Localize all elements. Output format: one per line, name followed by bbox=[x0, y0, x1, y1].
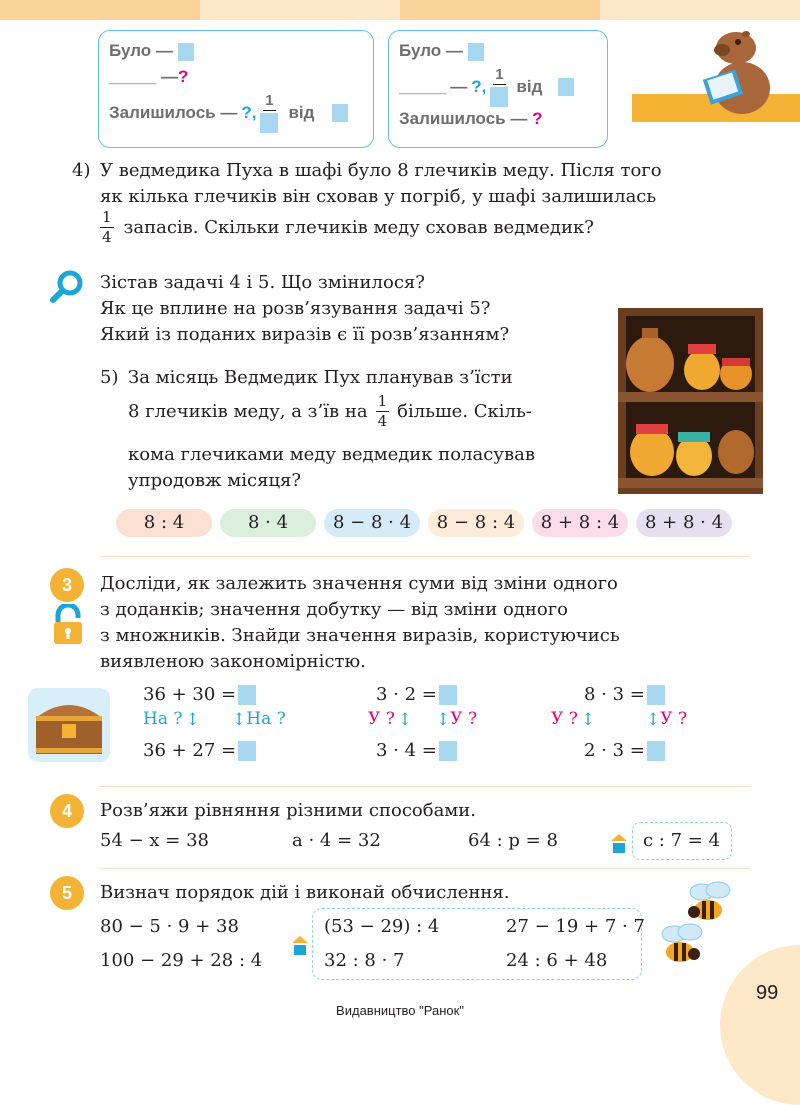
option-pill[interactable]: 8 + 8 · 4 bbox=[636, 509, 732, 537]
arrow-label: У ? ↕ bbox=[368, 709, 413, 730]
box-right-line2: _____ — ?, 1 від bbox=[399, 67, 574, 107]
equation: c : 7 = 4 bbox=[643, 830, 721, 851]
problem-4-line2: як кілька глечиків він сховав у погріб, у шафі залишилась bbox=[100, 186, 657, 207]
expression: 36 + 27 = bbox=[143, 740, 256, 761]
box-left-line2: _____ —? bbox=[109, 67, 189, 86]
task-5-instruction: Визнач порядок дій і виконай обчислення. bbox=[100, 882, 510, 903]
task-3-line4: виявленою закономірністю. bbox=[100, 651, 366, 672]
task-5-number: 5 bbox=[50, 876, 84, 910]
answer-square[interactable] bbox=[558, 78, 574, 96]
fraction: 1 bbox=[490, 67, 508, 107]
bee-illustration bbox=[656, 922, 706, 968]
problem-4-number: 4) bbox=[72, 160, 91, 181]
answer-square[interactable] bbox=[490, 87, 508, 107]
page-number: 99 bbox=[756, 982, 779, 1004]
honey-shelf-illustration bbox=[618, 308, 763, 494]
condition-box-left bbox=[98, 30, 374, 148]
top-strip bbox=[0, 0, 800, 20]
arrow-label: ↕На ? bbox=[232, 709, 286, 730]
fraction-one-quarter: $\frac{1}{4}$ bbox=[377, 392, 388, 430]
answer-square[interactable] bbox=[439, 741, 457, 761]
magnifier-icon bbox=[48, 270, 84, 306]
expression: 32 : 8 · 7 bbox=[324, 950, 405, 971]
problem-5-line4: упродовж місяця? bbox=[128, 470, 302, 491]
padlock-icon bbox=[50, 604, 86, 646]
compare-line3: Який із поданих виразів є її розв’язанням? bbox=[100, 324, 510, 345]
answer-square[interactable] bbox=[647, 741, 665, 761]
task-3-line2: з доданків; значення добутку — від зміни одного bbox=[100, 599, 568, 620]
problem-5-line1: За місяць Ведмедик Пух планував з’їсти bbox=[128, 367, 513, 388]
task-4-instruction: Розв’яжи рівняння різними способами. bbox=[100, 800, 477, 821]
house-level-icon bbox=[291, 934, 309, 956]
box-right-line3: Залишилось — ? bbox=[399, 109, 543, 128]
task-3-line3: з множників. Знайди значення виразів, користуючись bbox=[100, 625, 620, 646]
condition-box-right bbox=[388, 30, 608, 148]
house-level-icon bbox=[610, 832, 628, 854]
arrow-label: У ? ↕ bbox=[551, 709, 596, 730]
expression: 100 − 29 + 28 : 4 bbox=[100, 950, 263, 971]
option-pill[interactable]: 8 − 8 : 4 bbox=[428, 509, 524, 537]
divider bbox=[100, 868, 750, 869]
task-3-number: 3 bbox=[50, 568, 84, 602]
publisher-footer: Видавництво "Ранок" bbox=[336, 1003, 464, 1018]
expression: 3 · 4 = bbox=[376, 740, 457, 761]
equation: 64 : p = 8 bbox=[468, 830, 558, 851]
expression: 80 − 5 · 9 + 38 bbox=[100, 916, 239, 937]
problem-4-line3: $\frac{1}{4}$ запасів. Скільки глечиків меду сховав ведмедик? bbox=[102, 208, 594, 246]
problem-5-line3: кома глечиками меду ведмедик поласував bbox=[128, 444, 535, 465]
expression: 36 + 30 = bbox=[143, 684, 256, 705]
task-3-line1: Досліди, як залежить значення суми від зміни одного bbox=[100, 573, 618, 594]
answer-square[interactable] bbox=[468, 43, 484, 61]
expression: 24 : 6 + 48 bbox=[506, 950, 608, 971]
answer-square[interactable] bbox=[439, 685, 457, 705]
answer-square[interactable] bbox=[332, 104, 348, 122]
option-pill[interactable]: 8 − 8 · 4 bbox=[324, 509, 420, 537]
fraction-one-quarter: $\frac{1}{4}$ bbox=[102, 208, 112, 246]
problem-4-line1: У ведмедика Пуха в шафі було 8 глечиків меду. Після того bbox=[100, 160, 662, 181]
expression: 3 · 2 = bbox=[376, 684, 457, 705]
arrow-label: ↕У ? bbox=[436, 709, 478, 730]
answer-square[interactable] bbox=[647, 685, 665, 705]
option-pill[interactable]: 8 · 4 bbox=[220, 509, 316, 537]
answer-square[interactable] bbox=[238, 741, 256, 761]
treasure-chest-illustration bbox=[28, 688, 110, 762]
equation: 54 − x = 38 bbox=[100, 830, 210, 851]
compare-line1: Зістав задачі 4 і 5. Що змінилося? bbox=[100, 272, 425, 293]
divider bbox=[100, 786, 750, 787]
answer-square[interactable] bbox=[178, 43, 194, 61]
answer-square[interactable] bbox=[238, 685, 256, 705]
compare-line2: Як це вплине на розв’язування задачі 5? bbox=[100, 298, 491, 319]
task-4-number: 4 bbox=[50, 794, 84, 828]
capybara-reading-illustration bbox=[700, 26, 780, 116]
page-corner bbox=[720, 945, 800, 1105]
box-right-line1: Було — bbox=[399, 41, 484, 61]
fraction: 1 bbox=[260, 93, 278, 133]
divider bbox=[100, 556, 750, 557]
equation: a · 4 = 32 bbox=[292, 830, 381, 851]
arrow-label: ↕У ? bbox=[646, 709, 688, 730]
arrow-label: На ? ↕ bbox=[143, 709, 200, 730]
expression: 8 · 3 = bbox=[584, 684, 665, 705]
expression: 27 − 19 + 7 · 7 bbox=[506, 916, 645, 937]
problem-5-line2: 8 глечиків меду, а з’їв на $\frac{1}{4}$ більше. Скіль- bbox=[128, 392, 532, 430]
problem-5-number: 5) bbox=[100, 367, 119, 388]
expression: (53 − 29) : 4 bbox=[324, 916, 440, 937]
expression: 2 · 3 = bbox=[584, 740, 665, 761]
box-left-line3: Залишилось — ?, 1 від bbox=[109, 93, 348, 133]
box-left-line1: Було — bbox=[109, 41, 194, 61]
option-pill[interactable]: 8 + 8 : 4 bbox=[532, 509, 628, 537]
answer-square[interactable] bbox=[260, 113, 278, 133]
bee-illustration bbox=[684, 880, 734, 926]
option-pill[interactable]: 8 : 4 bbox=[116, 509, 212, 537]
